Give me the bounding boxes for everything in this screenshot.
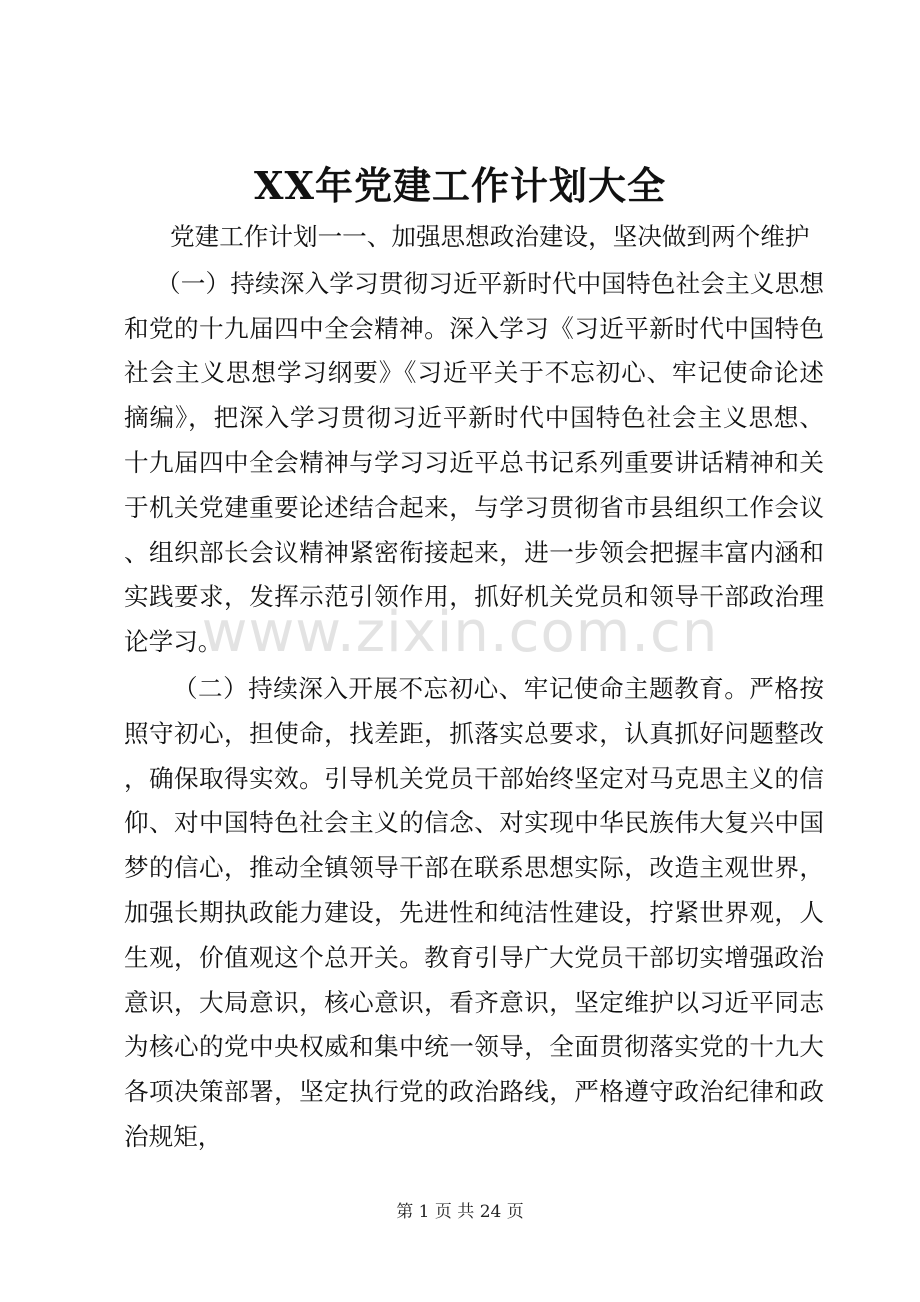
paragraph-heading: 党建工作计划一一、加强思想政治建设，坚决做到两个维护 [170, 222, 810, 251]
paragraph-1: （一）持续深入学习贯彻习近平新时代中国特色社会主义思想和党的十九届四中全会精神。深入学习《习近平新时代中国特色社会主义思想学习纲要》《习近平关于不忘初心、牢记使命论述摘编》，把深入学习贯彻习近平新时代中国特色社会主义思想、十九届四中全会精神与学习习近平总书记系列重要讲话精神和关于机关党建重要论述结合起来，与学习贯彻省市县组织工作会议、组织部长会议精神紧密衔接起来，进一步领会把握丰富内涵和实践要求，发挥示范引领作用，抓好机关党员和领导干部政治理论学习。 [124, 268, 824, 657]
paragraph-2: （二）持续深入开展不忘初心、牢记使命主题教育。严格按照守初心，担使命，找差距，抓落实总要求，认真抓好问题整改，确保取得实效。引导机关党员干部始终坚定对马克思主义的信仰、对中国特色社会主义的信念、对实现中华民族伟大复兴中国梦的信心，推动全镇领导干部在联系思想实际，改造主观世界，加强长期执政能力建设，先进性和纯洁性建设，拧紧世界观，人生观，价值观这个总开关。教育引导广大党员干部切实增强政治意识，大局意识，核心意识，看齐意识，坚定维护以习近平同志为核心的党中央权威和集中统一领导，全面贯彻落实党的十九大各项决策部署，坚定执行党的政治路线，严格遵守政治纪律和政治规矩， [124, 673, 824, 1151]
document-body [124, 215, 824, 1160]
page-footer: 第 1 页 共 24 页 [396, 1202, 524, 1222]
document-title: XX年党建工作计划大全 [254, 163, 666, 208]
watermark: www.zixin.com.cn [201, 600, 719, 665]
